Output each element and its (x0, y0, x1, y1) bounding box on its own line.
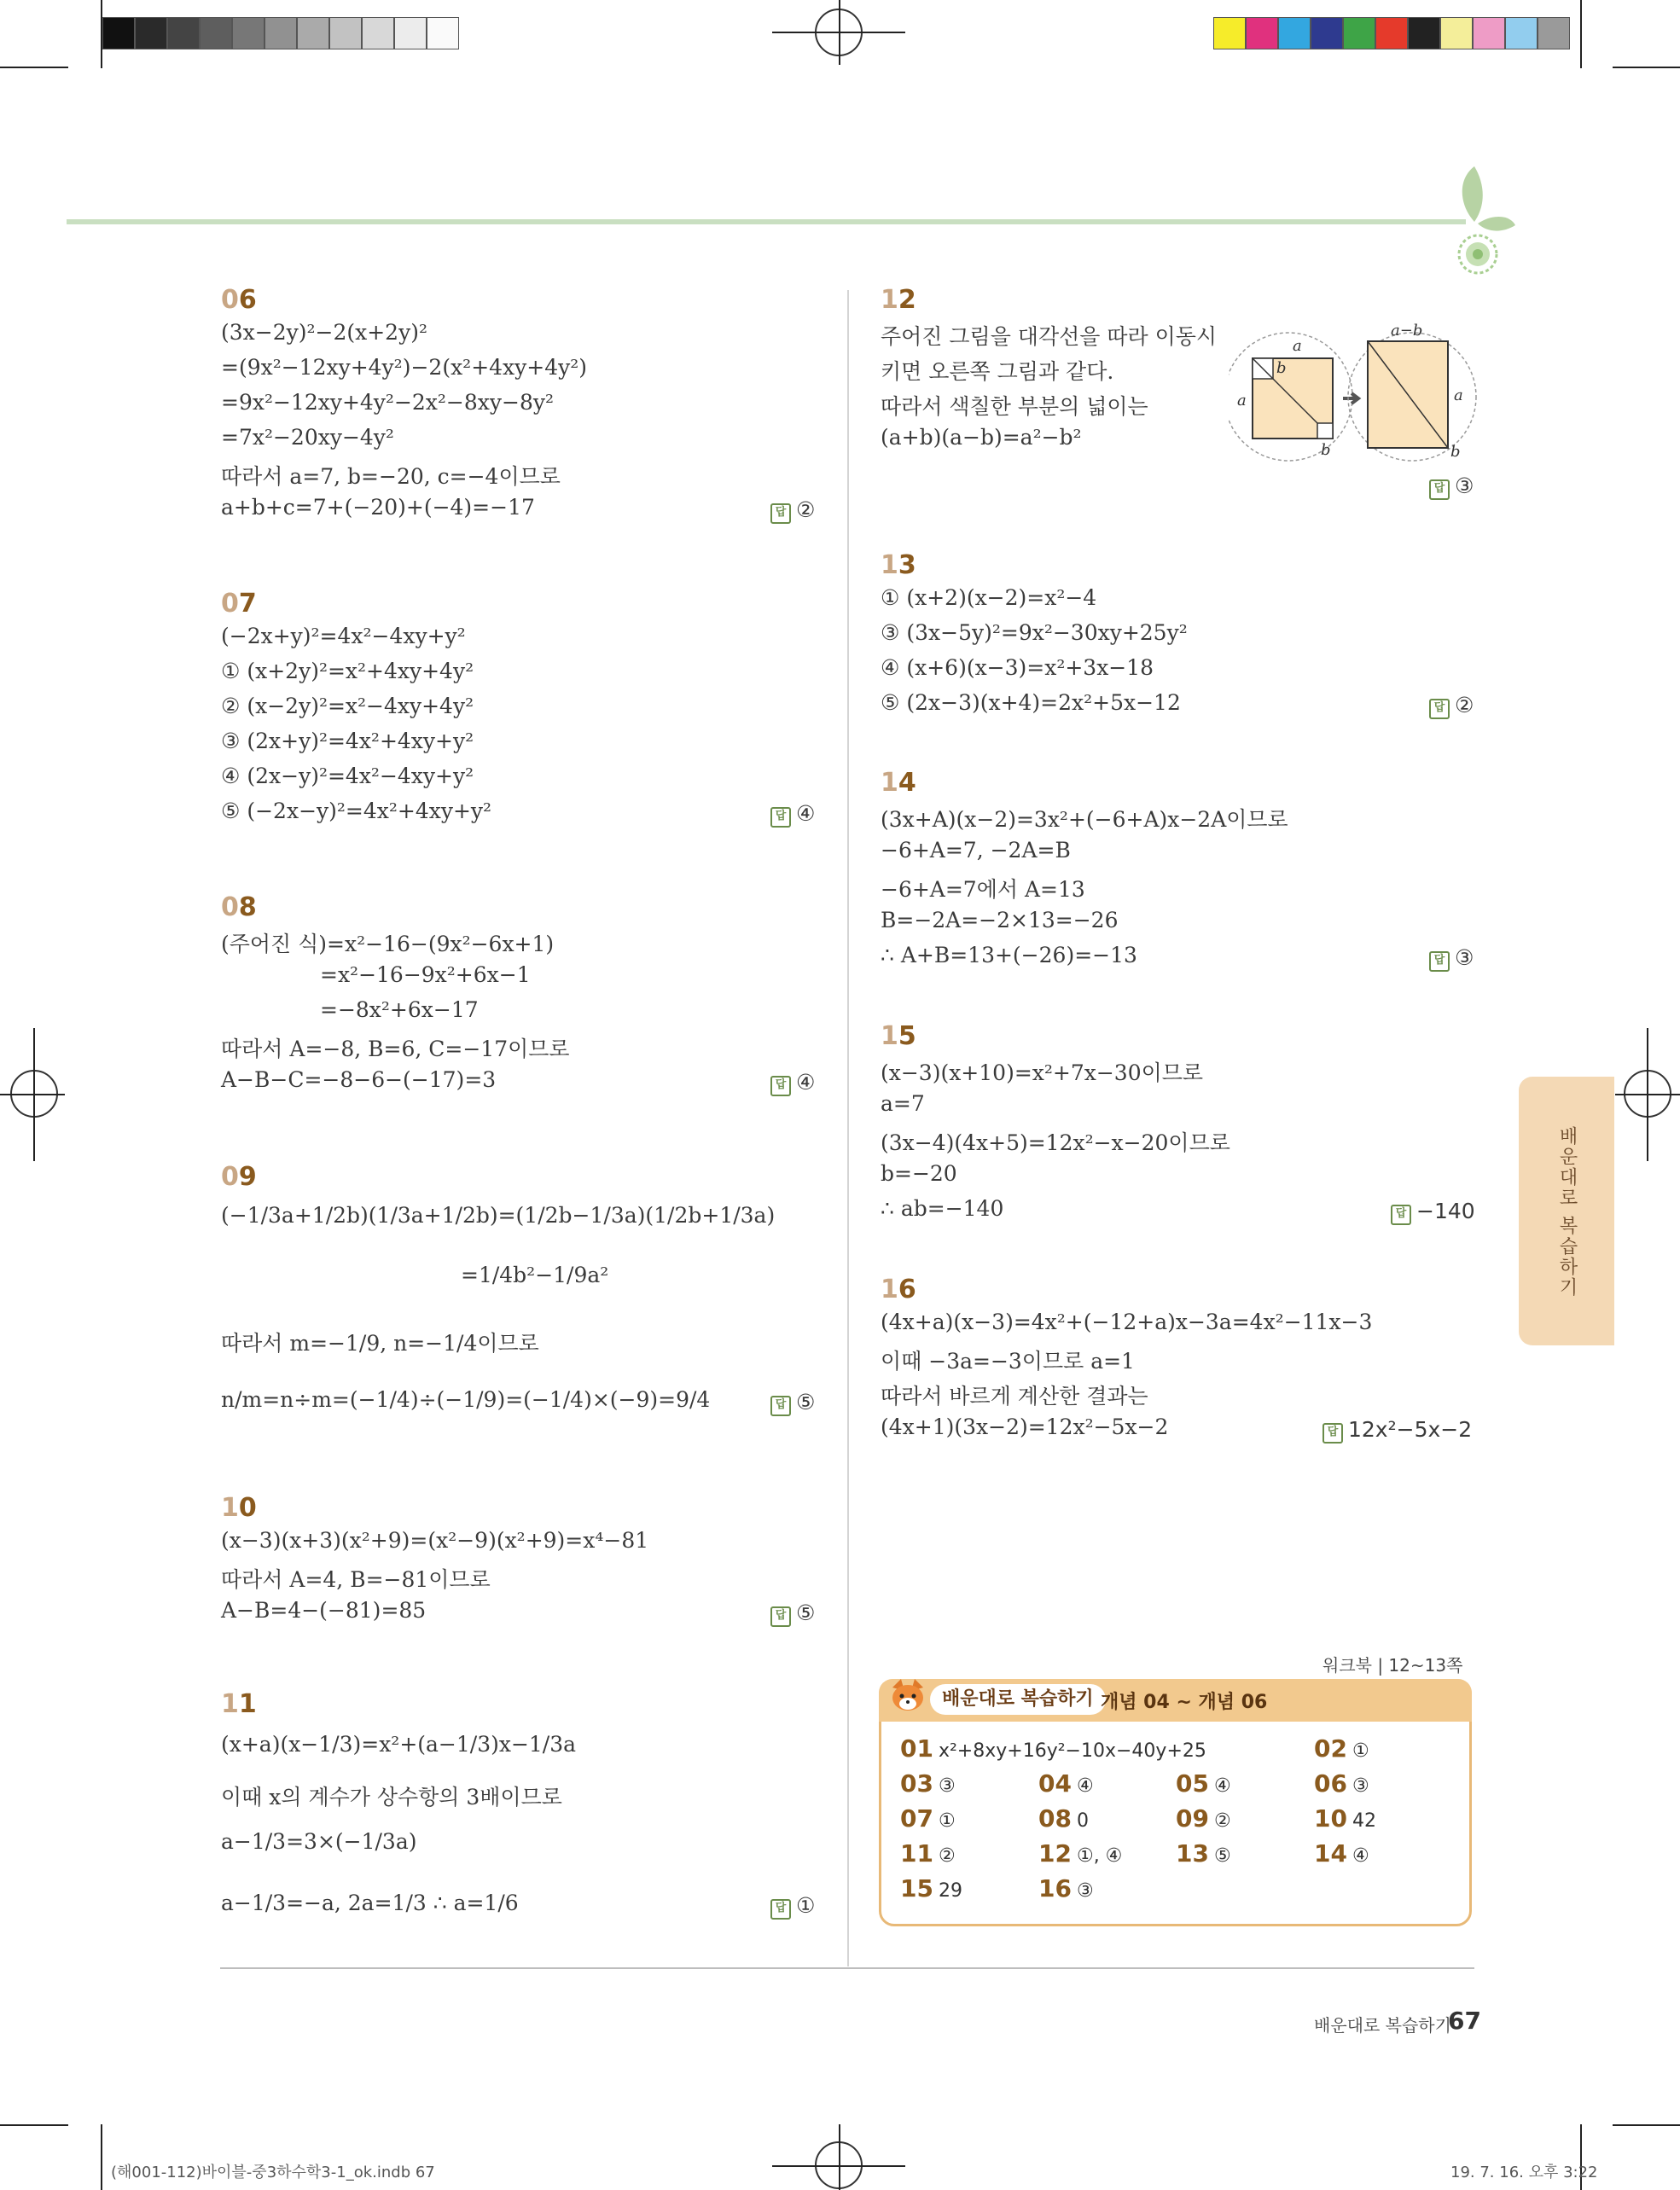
solution-line: (3x−4)(4x+5)=12x²−x−20이므로 (881, 1130, 1230, 1155)
side-tab-label: 배운대로 복습하기 (1556, 1126, 1578, 1298)
solution-line: ③ (3x−5y)²=9x²−30xy+25y² (881, 620, 1188, 645)
solution-line: n/m=n÷m=(−1/4)÷(−1/9)=(−1/4)×(−9)=9/4 (221, 1387, 711, 1412)
fig-label-a-minus-b: a−b (1391, 322, 1423, 340)
solution-line: 따라서 A=−8, B=6, C=−17이므로 (221, 1037, 570, 1061)
review-title: 배운대로 복습하기 (930, 1684, 1106, 1715)
solution-line: ① (x+2)(x−2)=x²−4 (881, 585, 1097, 610)
question-number: 08 (221, 892, 257, 922)
solution-line: (−1/3a+1/2b)(1/3a+1/2b)=(1/2b−1/3a)(1/2b+1/3a) (221, 1203, 776, 1228)
solution-line: (4x+a)(x−3)=4x²+(−12+a)x−3a=4x²−11x−3 (881, 1310, 1373, 1334)
review-item: 16 ③ (1038, 1874, 1094, 1902)
solution-line: (−2x+y)²=4x²−4xy+y² (221, 624, 466, 648)
fig-label-b: b (1321, 441, 1331, 459)
answer: 답 ⑤ (770, 1600, 815, 1627)
solution-line: a−1/3=3×(−1/3a) (221, 1829, 417, 1854)
answer: 답 ① (770, 1893, 815, 1920)
solution-line: 이때 x의 계수가 상수항의 3배이므로 (221, 1785, 562, 1810)
fig-label-b: b (1276, 359, 1287, 377)
solution-line: =9x²−12xy+4y²−2x²−8xy−8y² (221, 390, 555, 415)
solution-line: ∴ ab=−140 (881, 1196, 1004, 1221)
solution-line: ① (x+2y)²=x²+4xy+4y² (221, 659, 474, 683)
review-item: 10 42 (1314, 1804, 1376, 1833)
review-item: 01 x²+8xy+16y²−10x−40y+25 (900, 1734, 1206, 1763)
review-item: 09 ② (1176, 1804, 1231, 1833)
print-file-info: (해001-112)바이블-중3하수학3-1_ok.indb 67 (111, 2164, 435, 2181)
page-number: 67 (1448, 2007, 1481, 2035)
review-item: 05 ④ (1176, 1769, 1231, 1798)
solution-line: 따라서 색칠한 부분의 넓이는 (881, 394, 1148, 419)
solution-line: (x−3)(x+3)(x²+9)=(x²−9)(x²+9)=x⁴−81 (221, 1528, 649, 1553)
solution-line: ③ (2x+y)²=4x²+4xy+y² (221, 729, 474, 753)
solution-line: a−1/3=−a, 2a=1/3 ∴ a=1/6 (221, 1891, 519, 1915)
review-item: 06 ③ (1314, 1769, 1369, 1798)
solution-line: (3x−2y)²−2(x+2y)² (221, 320, 427, 345)
solution-line: ∴ A+B=13+(−26)=−13 (881, 943, 1137, 967)
solution-line: −6+A=7, −2A=B (881, 838, 1071, 863)
question-number: 15 (881, 1021, 916, 1051)
solution-line: B=−2A=−2×13=−26 (881, 908, 1119, 932)
footer-section: 배운대로 복습하기 (1314, 2015, 1451, 2036)
solution-line: a=7 (881, 1091, 925, 1116)
fig-label-a: a (1454, 386, 1463, 404)
solution-line: A−B−C=−8−6−(−17)=3 (221, 1067, 497, 1092)
solution-line: (3x+A)(x−2)=3x²+(−6+A)x−2A이므로 (881, 807, 1288, 832)
solution-line: −6+A=7에서 A=13 (881, 877, 1085, 902)
answer: 답 ③ (1429, 473, 1474, 500)
answer: 답 ③ (1429, 945, 1474, 972)
question-number: 13 (881, 550, 916, 580)
solution-line: =(9x²−12xy+4y²)−2(x²+4xy+4y²) (221, 355, 588, 380)
review-item: 04 ④ (1038, 1769, 1094, 1798)
solution-line: ⑤ (2x−3)(x+4)=2x²+5x−12 (881, 690, 1181, 715)
solution-line: (x+a)(x−1/3)=x²+(a−1/3)x−1/3a (221, 1732, 577, 1757)
question-number: 14 (881, 768, 916, 798)
solution-line: 주어진 그림을 대각선을 따라 이동시 (881, 324, 1218, 349)
workbook-reference: 워크북 | 12~13쪽 (1322, 1655, 1463, 1676)
solution-line: =x²−16−9x²+6x−1 (320, 962, 531, 987)
leaf-ornament-icon (1433, 162, 1519, 282)
question-number: 07 (221, 589, 257, 619)
review-concept-range: 개념 04 ~ 개념 06 (1101, 1692, 1268, 1713)
solution-line: (주어진 식)=x²−16−(9x²−6x+1) (221, 932, 555, 956)
answer: 답 ④ (770, 1070, 815, 1096)
answer: 답 ⑤ (770, 1390, 815, 1416)
answer: 답 12x²−5x−2 (1322, 1417, 1472, 1444)
question-number: 16 (881, 1275, 916, 1304)
column-divider (847, 290, 849, 1966)
solution-line: (a+b)(a−b)=a²−b² (881, 425, 1082, 450)
solution-line: 따라서 a=7, b=−20, c=−4이므로 (221, 464, 561, 489)
fig-label-b: b (1450, 443, 1461, 461)
solution-line: 키면 오른쪽 그림과 같다. (881, 359, 1114, 384)
fig-label-a: a (1237, 392, 1247, 410)
solution-line: b=−20 (881, 1161, 957, 1186)
solution-line: =7x²−20xy−4y² (221, 425, 394, 450)
solution-line: 이때 −3a=−3이므로 a=1 (881, 1349, 1135, 1374)
square-rearrangement-figure (1229, 320, 1485, 465)
answer: 답 ② (770, 497, 815, 524)
solution-line: (x−3)(x+10)=x²+7x−30이므로 (881, 1060, 1204, 1085)
fig-label-a: a (1293, 337, 1302, 355)
answer: 답 −140 (1391, 1199, 1475, 1225)
solution-line: =1/4b²−1/9a² (461, 1263, 609, 1287)
question-number: 10 (221, 1493, 257, 1523)
solution-line: ④ (x+6)(x−3)=x²+3x−18 (881, 655, 1154, 680)
solution-line: ⑤ (−2x−y)²=4x²+4xy+y² (221, 799, 492, 823)
question-number: 11 (221, 1689, 257, 1719)
review-item: 12 ①, ④ (1038, 1839, 1123, 1868)
review-item: 02 ① (1314, 1734, 1369, 1763)
solution-line: =−8x²+6x−17 (320, 997, 479, 1022)
solution-line: (4x+1)(3x−2)=12x²−5x−2 (881, 1414, 1169, 1439)
question-number: 12 (881, 285, 916, 315)
review-item: 15 29 (900, 1874, 962, 1902)
bottom-rule (220, 1967, 1474, 1969)
print-date: 19. 7. 16. 오후 3:22 (1450, 2164, 1598, 2181)
review-item: 11 ② (900, 1839, 956, 1868)
solution-line: A−B=4−(−81)=85 (221, 1598, 427, 1623)
review-item: 08 0 (1038, 1804, 1089, 1833)
solution-line: 따라서 m=−1/9, n=−1/4이므로 (221, 1331, 539, 1356)
answer: 답 ④ (770, 801, 815, 828)
review-item: 13 ⑤ (1176, 1839, 1231, 1868)
answer: 답 ② (1429, 693, 1474, 719)
solution-line: a+b+c=7+(−20)+(−4)=−17 (221, 495, 535, 520)
question-number: 06 (221, 285, 257, 315)
header-rule (67, 219, 1466, 224)
solution-line: 따라서 바르게 계산한 결과는 (881, 1384, 1148, 1409)
fox-mascot-icon (886, 1676, 930, 1720)
solution-line: 따라서 A=4, B=−81이므로 (221, 1567, 491, 1592)
solution-line: ② (x−2y)²=x²−4xy+4y² (221, 694, 474, 718)
review-item: 03 ③ (900, 1769, 956, 1798)
solution-line: ④ (2x−y)²=4x²−4xy+y² (221, 764, 474, 788)
question-number: 09 (221, 1162, 257, 1192)
review-item: 07 ① (900, 1804, 956, 1833)
review-item: 14 ④ (1314, 1839, 1369, 1868)
